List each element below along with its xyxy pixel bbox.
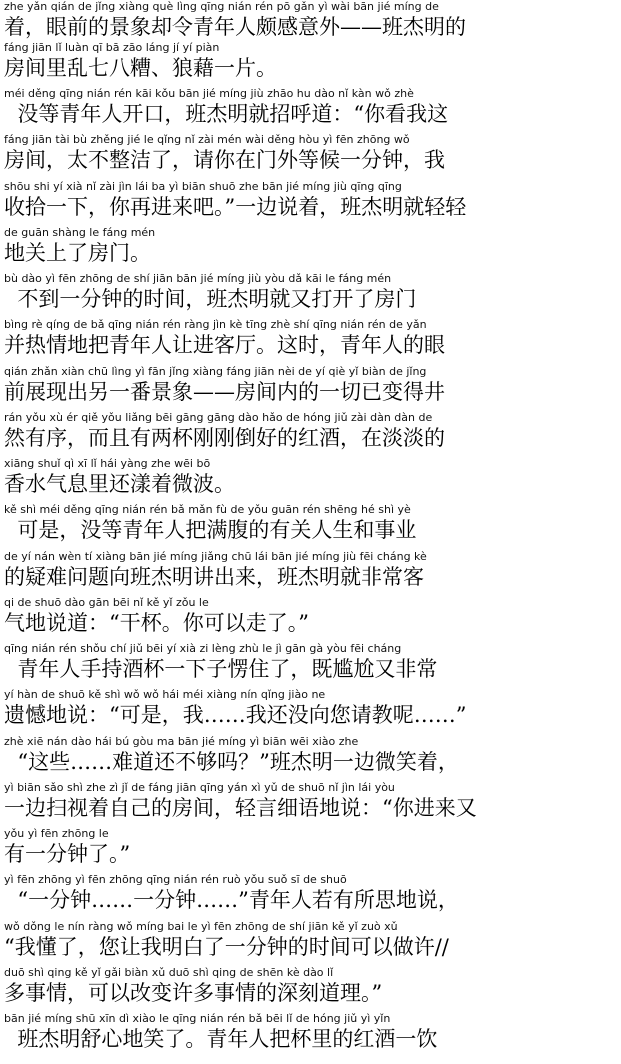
pinyin-line: méi děng qīng nián rén kāi kǒu bān jié míng jiù zhāo hu dào nǐ kàn wǒ zhè — [4, 87, 414, 100]
pinyin-line: zhè xiē nán dào hái bú gòu ma bān jié míng yì biān wēi xiào zhe — [4, 735, 359, 748]
pinyin-line: bìng rè qíng de bǎ qīng nián rén ràng jìn kè tīng zhè shí qīng nián rén de yǎn — [4, 318, 427, 331]
hanzi-line: 然有序，而且有两杯刚刚倒好的红酒，在淡淡的 — [4, 426, 445, 450]
text-line — [0, 688, 621, 730]
hanzi-line: 青年人手持酒杯一下子愣住了，既尴尬又非常 — [4, 657, 438, 681]
hanzi-line: “一分钟……一分钟……”青年人若有所思地说， — [4, 888, 459, 912]
pinyin-line: qi de shuō dào gān bēi nǐ kě yǐ zǒu le — [4, 596, 209, 609]
text-line — [0, 873, 621, 915]
pinyin-line: yì fēn zhōng yì fēn zhōng qīng nián rén ruò yǒu suǒ sī de shuō — [4, 873, 347, 886]
pinyin-line: wǒ dǒng le nín ràng wǒ míng bai le yì fēn zhōng de shí jiān kě yǐ zuò xǔ — [4, 920, 398, 933]
text-line — [0, 1012, 621, 1054]
text-line — [0, 642, 621, 684]
pinyin-line: duō shì qing kě yǐ gǎi biàn xǔ duō shì qing de shēn kè dào lǐ — [4, 966, 334, 979]
hanzi-line: “我懂了，您让我明白了一分钟的时间可以做许// — [4, 935, 449, 959]
hanzi-line: 遗憾地说：“可是，我……我还没向您请教呢……” — [4, 703, 467, 727]
hanzi-line: 多事情，可以改变许多事情的深刻道理。” — [4, 981, 383, 1005]
pinyin-line: yí hàn de shuō kě shì wǒ wǒ hái méi xiàng nín qǐng jiào ne — [4, 688, 326, 701]
hanzi-line: 可是，没等青年人把满腹的有关人生和事业 — [4, 518, 417, 542]
text-line — [0, 781, 621, 823]
text-line — [0, 457, 621, 499]
hanzi-line: 前展现出另一番景象——房间内的一切已变得井 — [4, 380, 445, 404]
hanzi-line: 气地说道：“干杯。你可以走了。” — [4, 611, 309, 635]
pinyin-line: fáng jiān tài bù zhěng jié le qǐng nǐ zài mén wài děng hòu yì fēn zhōng wǒ — [4, 133, 410, 146]
text-line — [0, 735, 621, 777]
pinyin-line: yǒu yì fēn zhōng le — [4, 827, 109, 840]
pinyin-line: bān jié míng shū xīn dì xiào le qīng nián rén bǎ bēi lǐ de hóng jiǔ yì yǐn — [4, 1012, 391, 1025]
text-line — [0, 411, 621, 453]
text-line — [0, 41, 621, 83]
hanzi-line: 收拾一下，你再进来吧。”一边说着，班杰明就轻轻 — [4, 195, 467, 219]
text-line — [0, 226, 621, 268]
text-line — [0, 966, 621, 1008]
text-line — [0, 920, 621, 962]
hanzi-line: 的疑难问题向班杰明讲出来，班杰明就非常客 — [4, 565, 424, 589]
hanzi-line: 房间，太不整洁了，请你在门外等候一分钟，我 — [4, 148, 445, 172]
hanzi-line: 一边扫视着自己的房间，轻言细语地说：“你进来又 — [4, 796, 477, 820]
text-line — [0, 180, 621, 222]
pinyin-line: shōu shi yí xià nǐ zài jìn lái ba yì biān shuō zhe bān jié míng jiù qīng qīng — [4, 180, 402, 193]
hanzi-line: 没等青年人开口，班杰明就招呼道：“你看我这 — [4, 102, 449, 126]
text-line — [0, 133, 621, 175]
pinyin-line: de yí nán wèn tí xiàng bān jié míng jiǎng chū lái bān jié míng jiù fēi cháng kè — [4, 550, 427, 563]
text-line — [0, 550, 621, 592]
hanzi-line: 着，眼前的景象却令青年人颇感意外——班杰明的 — [4, 15, 466, 39]
pinyin-line: bù dào yì fēn zhōng de shí jiān bān jié míng jiù yòu dǎ kāi le fáng mén — [4, 272, 392, 285]
text-line — [0, 318, 621, 360]
text-line — [0, 87, 621, 129]
text-line — [0, 0, 621, 42]
hanzi-line: 香水气息里还漾着微波。 — [4, 472, 235, 496]
hanzi-line: 房间里乱七八糟、狼藉一片。 — [4, 56, 277, 80]
pinyin-line: zhe yǎn qián de jǐng xiàng què lìng qīng nián rén pō gǎn yì wài bān jié míng de — [4, 0, 439, 13]
text-line — [0, 503, 621, 545]
pinyin-line: rán yǒu xù ér qiě yǒu liǎng bēi gāng gāng dào hǎo de hóng jiǔ zài dàn dàn de — [4, 411, 433, 424]
text-line — [0, 596, 621, 638]
pinyin-line: qián zhǎn xiàn chū lìng yì fān jǐng xiàng fáng jiān nèi de yí qiè yǐ biàn de jǐng — [4, 365, 427, 378]
hanzi-line: “这些……难道还不够吗？”班杰明一边微笑着， — [4, 750, 459, 774]
pinyin-line: kě shì méi děng qīng nián rén bǎ mǎn fù de yǒu guān rén shēng hé shì yè — [4, 503, 411, 516]
hanzi-line: 地关上了房门。 — [4, 241, 151, 265]
hanzi-line: 不到一分钟的时间，班杰明就又打开了房门 — [4, 287, 417, 311]
pinyin-line: qīng nián rén shǒu chí jiǔ bēi yí xià zi lèng zhù le jì gān gà yòu fēi cháng — [4, 642, 402, 655]
hanzi-line: 并热情地把青年人让进客厅。这时，青年人的眼 — [4, 333, 445, 357]
text-line — [0, 365, 621, 407]
pinyin-line: xiāng shuǐ qì xī lǐ hái yàng zhe wēi bō — [4, 457, 211, 470]
hanzi-line: 有一分钟了。” — [4, 842, 131, 866]
text-line — [0, 272, 621, 314]
pinyin-line: fáng jiān lǐ luàn qī bā zāo láng jí yí piàn — [4, 41, 220, 54]
text-line — [0, 827, 621, 869]
hanzi-line: 班杰明舒心地笑了。青年人把杯里的红酒一饮 — [4, 1027, 438, 1051]
pinyin-line: yì biān sǎo shì zhe zì jǐ de fáng jiān qīng yán xì yǔ de shuō nǐ jìn lái yòu — [4, 781, 395, 794]
pinyin-line: de guān shàng le fáng mén — [4, 226, 156, 239]
